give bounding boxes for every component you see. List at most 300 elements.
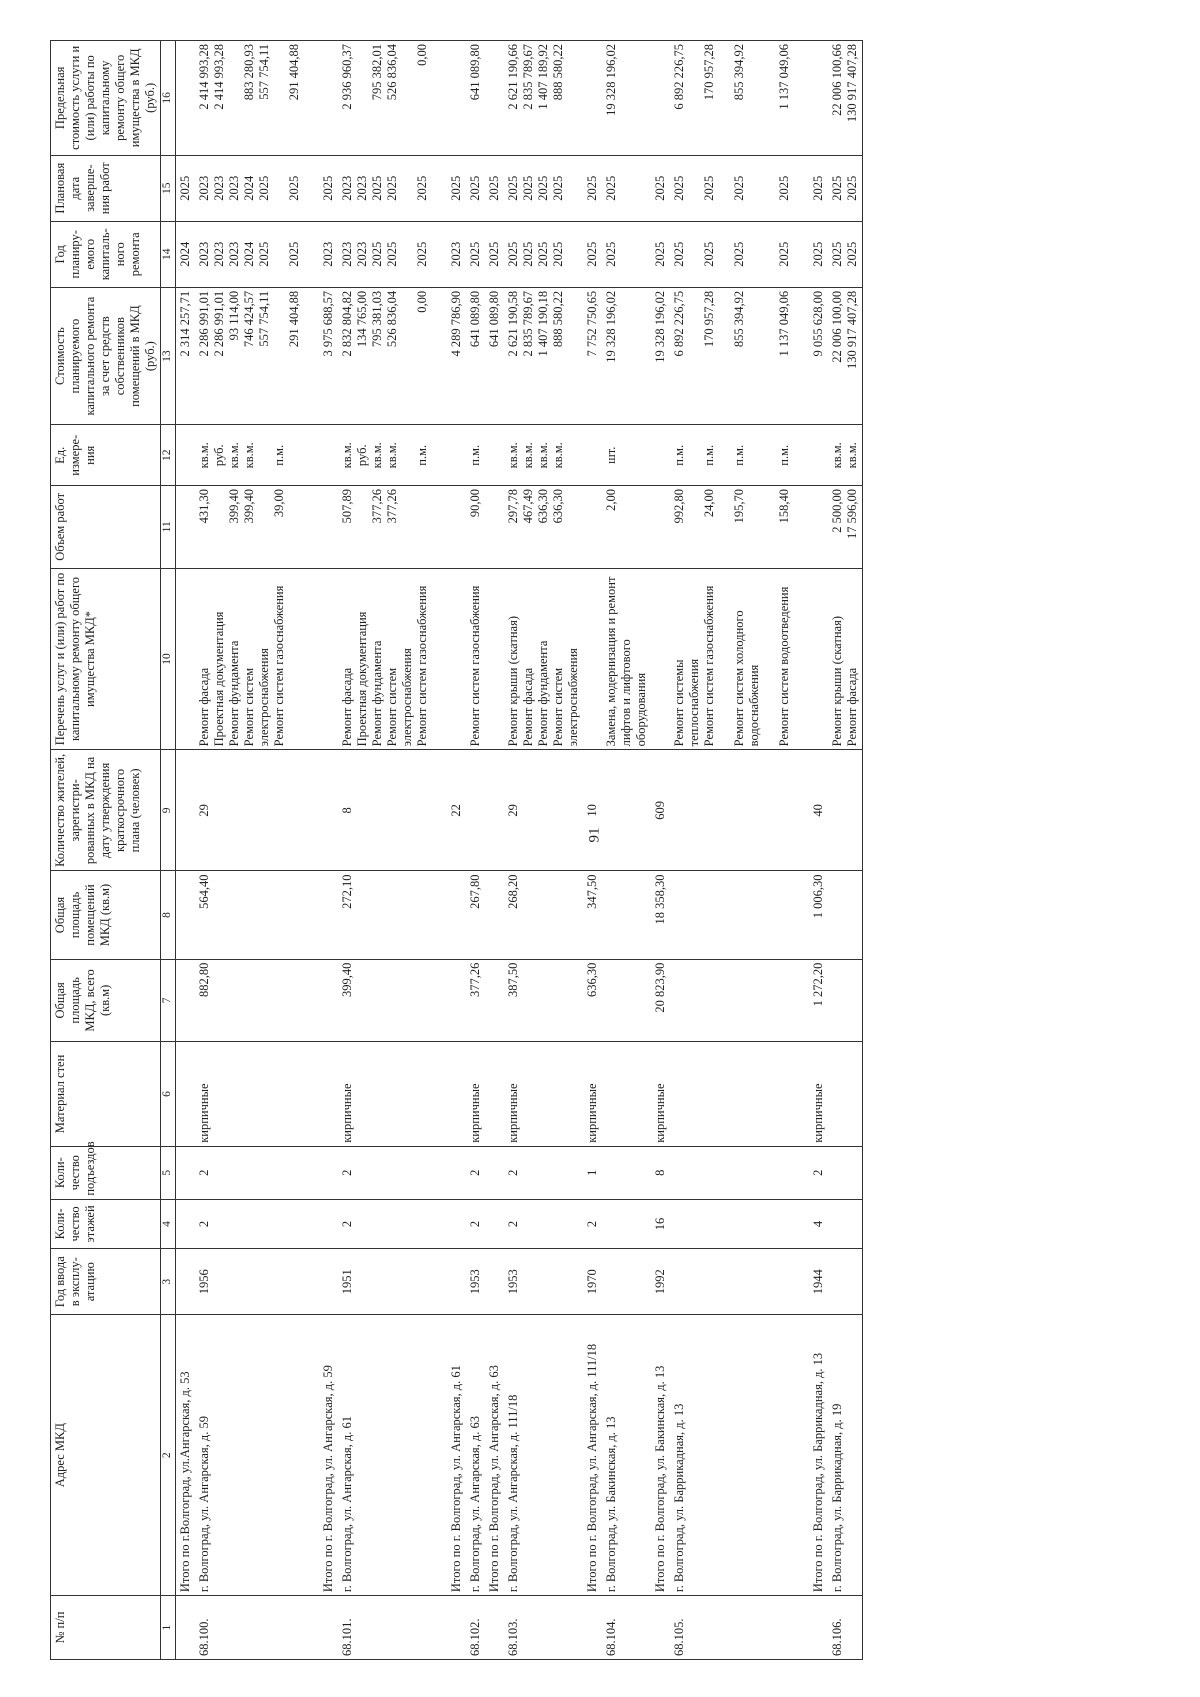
table-cell — [176, 1315, 196, 1596]
table-cell — [338, 155, 447, 221]
work-item-value: 158,40 — [777, 489, 791, 524]
column-number-row — [161, 41, 176, 1660]
table-cell — [319, 155, 338, 221]
cell-value: 1956 — [197, 1269, 211, 1295]
table-cell — [176, 568, 196, 750]
cell-value: кирпичные — [197, 1083, 211, 1143]
table-cell — [583, 871, 602, 959]
table-cell — [195, 221, 319, 287]
table-cell — [319, 1315, 338, 1596]
table-cell — [447, 155, 466, 221]
table-cell — [809, 750, 828, 871]
work-item-value: 130 917 407,28 — [845, 44, 859, 123]
work-item-value — [355, 44, 370, 152]
cell-value: 2025 — [604, 175, 618, 201]
header-cell: Ед. измере-ния — [51, 425, 161, 486]
table-cell — [195, 41, 319, 156]
cell-value: 19 328 196,02 — [604, 290, 618, 363]
table-cell — [651, 221, 670, 287]
cell-value: 1 272,20 — [811, 962, 825, 1007]
table-cell — [195, 1249, 319, 1315]
cell-value: 882,80 — [197, 962, 211, 997]
cell-value: 2 — [468, 1220, 482, 1228]
table-cell — [828, 750, 863, 871]
table-cell — [338, 1315, 447, 1596]
work-item-value: 2 621 190,58 — [506, 290, 520, 357]
table-cell — [447, 1249, 466, 1315]
table-cell — [176, 1596, 196, 1660]
table-cell — [602, 1315, 651, 1596]
table-cell — [651, 1249, 670, 1315]
work-item-value: 6 892 226,75 — [672, 44, 686, 110]
work-item-value: 2025 — [702, 175, 716, 201]
work-item-value: Ремонт систем электроснабжения — [242, 648, 271, 747]
work-item-value: Ремонт фасада — [845, 667, 859, 747]
rotated-table-wrapper — [50, 40, 1200, 1660]
table-cell — [447, 1315, 466, 1596]
table-cell — [670, 155, 809, 221]
table-cell — [195, 1146, 319, 1199]
table-cell — [466, 41, 485, 156]
cell-value: 2023 — [197, 241, 211, 267]
cell-value: 16 — [653, 1217, 667, 1231]
cell-value: 2 286 991,01 — [197, 290, 211, 357]
work-item-value: 992,80 — [672, 489, 686, 524]
table-cell — [504, 41, 583, 156]
table-cell — [447, 959, 466, 1042]
cell-value: 2 314 257,71 — [178, 290, 192, 357]
work-item-value: 2025 — [257, 241, 271, 267]
work-item-value: 2025 — [287, 175, 301, 201]
table-cell — [319, 221, 338, 287]
work-item-value: руб. — [355, 444, 369, 467]
table-cell — [176, 221, 196, 287]
cell-value: 8 — [340, 807, 354, 814]
cell-value: 68.103. — [506, 1618, 520, 1656]
cell-value: 4 289 786,90 — [449, 290, 463, 357]
work-item-value: 2025 — [845, 175, 859, 201]
table-cell — [670, 287, 809, 425]
table-cell — [338, 750, 447, 871]
cell-value: 641 089,80 — [487, 290, 501, 348]
table-cell — [319, 486, 338, 569]
header-cell: Стоимость планируемого капитального ремонта за счет средств собственников помещений в МКД (руб.) — [51, 287, 161, 425]
table-cell — [466, 1596, 485, 1660]
cell-value: 636,30 — [585, 962, 599, 997]
subtotal-row — [447, 41, 466, 1660]
work-item-value: Ремонт фасада — [521, 667, 535, 747]
table-cell — [485, 287, 504, 425]
work-item-value: п.м. — [415, 444, 429, 466]
table-cell — [504, 1146, 583, 1199]
table-cell — [651, 871, 670, 959]
work-item-value: 0,00 — [415, 44, 429, 66]
table-cell — [338, 425, 447, 486]
table-cell — [809, 287, 828, 425]
cell-value: 22 — [449, 804, 463, 817]
table-cell — [485, 959, 504, 1042]
work-item-value: 2023 — [355, 241, 369, 267]
table-cell — [602, 871, 651, 959]
work-item-value — [415, 489, 445, 565]
work-item-value: кв.м. — [551, 442, 565, 469]
work-item-value: 2 936 960,37 — [340, 44, 354, 110]
work-item-value: 2025 — [506, 175, 520, 201]
header-cell: № п/п — [51, 1596, 161, 1660]
table-cell — [466, 750, 485, 871]
work-item-value: 291 404,88 — [287, 290, 301, 348]
work-item-value: Ремонт фундамента — [227, 640, 241, 747]
table-cell — [466, 1042, 485, 1147]
work-item-value: кв.м. — [385, 442, 399, 469]
work-item-value: 17 596,00 — [845, 489, 859, 540]
table-cell — [466, 287, 485, 425]
cell-value: 2 — [340, 1169, 354, 1176]
table-cell — [504, 959, 583, 1042]
table-cell — [583, 486, 602, 569]
work-item-value: 2025 — [257, 175, 271, 201]
work-item-value: 2 621 190,66 — [506, 44, 520, 110]
table-cell — [176, 871, 196, 959]
work-item-value: 507,89 — [340, 489, 354, 524]
work-item-value: 526 836,04 — [385, 290, 399, 348]
cell-value: Итого по г.Волгоград, ул.Ангарская, д. 53 — [178, 1371, 192, 1593]
table-cell — [602, 568, 651, 750]
cell-value: 2025 — [653, 175, 667, 201]
cell-value: 2025 — [321, 175, 335, 201]
cell-value: г. Волгоград, ул. Ангарская, д. 59 — [197, 1415, 211, 1593]
work-item-value: 93 114,00 — [227, 290, 241, 341]
table-cell — [176, 959, 196, 1042]
work-item-value: кв.м. — [506, 442, 520, 469]
table-cell — [447, 1042, 466, 1147]
cell-value: Итого по г. Волгоград, ул. Ангарская, д. 111/18 — [585, 1343, 599, 1593]
cell-value: 10 — [585, 804, 599, 817]
cell-value: 2025 — [449, 175, 463, 201]
table-row — [466, 41, 485, 1660]
table-cell — [195, 750, 319, 871]
work-item-value: 2025 — [777, 175, 791, 201]
cell-value: 2 414 993,28 — [197, 44, 211, 110]
table-cell — [338, 959, 447, 1042]
table-cell — [466, 959, 485, 1042]
table-cell — [583, 425, 602, 486]
work-item-value: 22 006 100,66 — [830, 44, 844, 116]
table-cell — [447, 871, 466, 959]
cell-value: 3 975 688,57 — [321, 290, 335, 357]
table-cell — [828, 1042, 863, 1147]
work-item-value: кв.м. — [227, 442, 241, 469]
table-cell — [809, 425, 828, 486]
table-row — [602, 41, 651, 1660]
work-item-value: 2023 — [340, 241, 354, 267]
cell-value: кирпичные — [653, 1083, 667, 1143]
table-cell — [828, 568, 863, 750]
capital-repair-table — [50, 40, 863, 1660]
work-item-value: 2025 — [287, 241, 301, 267]
cell-value: 2 — [468, 1169, 482, 1176]
subtotal-row — [176, 41, 196, 1660]
table-cell — [466, 221, 485, 287]
table-cell — [583, 1596, 602, 1660]
table-cell — [504, 425, 583, 486]
table-cell — [504, 287, 583, 425]
cell-value: 2025 — [585, 175, 599, 201]
header-cell: Общая площадь МКД, всего (кв.м) — [51, 959, 161, 1042]
cell-value: г. Волгоград, ул. Ангарская, д. 61 — [340, 1415, 354, 1593]
table-cell — [485, 41, 504, 156]
header-cell: Год ввода в эксплу-атацию — [51, 1249, 161, 1315]
cell-value: Итого по г. Волгоград, ул. Баррикадная, д. 13 — [811, 1352, 825, 1593]
cell-value: 2 — [811, 1169, 825, 1176]
cell-value: 2023 — [197, 175, 211, 201]
column-number: 5 — [161, 1146, 176, 1199]
work-item-value: 2025 — [845, 241, 859, 267]
table-cell — [504, 1249, 583, 1315]
table-row — [670, 41, 809, 1660]
table-cell — [447, 486, 466, 569]
cell-value: Замена, модернизация и ремонт лифтов и лифтового оборудования — [604, 576, 648, 747]
table-cell — [319, 1249, 338, 1315]
work-item-value: Ремонт фасада — [340, 667, 354, 747]
cell-value: 68.101. — [340, 1618, 354, 1656]
work-item-value: 24,00 — [702, 489, 716, 518]
table-cell — [583, 1315, 602, 1596]
table-cell — [466, 486, 485, 569]
table-cell — [809, 959, 828, 1042]
table-cell — [195, 287, 319, 425]
table-cell — [485, 1199, 504, 1249]
table-cell — [195, 1596, 319, 1660]
table-cell — [319, 871, 338, 959]
table-cell — [602, 425, 651, 486]
table-row — [338, 41, 447, 1660]
cell-value: 2025 — [653, 241, 667, 267]
table-cell — [319, 1199, 338, 1249]
table-cell — [338, 1199, 447, 1249]
table-cell — [828, 41, 863, 156]
table-cell — [319, 1146, 338, 1199]
table-cell — [338, 1146, 447, 1199]
table-cell — [670, 1315, 809, 1596]
table-cell — [651, 287, 670, 425]
table-cell — [651, 568, 670, 750]
cell-value: 2,00 — [604, 489, 618, 511]
table-cell — [485, 155, 504, 221]
table-cell — [670, 221, 809, 287]
table-cell — [504, 1596, 583, 1660]
work-item-value: Ремонт крыши (скатная) — [830, 615, 844, 747]
table-cell — [485, 1596, 504, 1660]
table-cell — [176, 1042, 196, 1147]
work-item-value: 399,40 — [242, 489, 256, 524]
cell-value: г. Волгоград, ул. Бакинская, д. 13 — [604, 1416, 618, 1593]
table-cell — [466, 155, 485, 221]
cell-value: 19 328 196,02 — [604, 44, 618, 116]
cell-value: 2025 — [604, 241, 618, 267]
work-item-value: 636,30 — [551, 489, 565, 524]
column-number: 3 — [161, 1249, 176, 1315]
work-item-value: 2025 — [415, 175, 429, 201]
table-cell — [828, 959, 863, 1042]
table-cell — [338, 1042, 447, 1147]
table-cell — [651, 155, 670, 221]
work-item-value: 2025 — [385, 241, 399, 267]
work-item-value — [355, 489, 370, 565]
work-item-value: кв.м. — [242, 442, 256, 469]
table-cell — [504, 568, 583, 750]
work-item-value: 22 006 100,00 — [830, 290, 844, 363]
work-item-value: кв.м. — [536, 442, 550, 469]
table-cell — [602, 486, 651, 569]
subtotal-row — [485, 41, 504, 1660]
cell-value: 2 — [585, 1220, 599, 1228]
table-cell — [176, 1199, 196, 1249]
work-item-value: кв.м. — [830, 442, 844, 469]
cell-value: 68.102. — [468, 1618, 482, 1656]
table-cell — [670, 568, 809, 750]
work-item-value: 2025 — [536, 241, 550, 267]
cell-value: 1951 — [340, 1269, 354, 1295]
table-cell — [583, 750, 602, 871]
work-item-value: Ремонт системы теплоснабжения — [672, 658, 701, 747]
cell-value: 2025 — [178, 175, 192, 201]
table-cell — [602, 155, 651, 221]
table-cell — [670, 425, 809, 486]
cell-value: 19 328 196,02 — [653, 290, 667, 363]
cell-value: 272,10 — [340, 874, 354, 909]
cell-value: кирпичные — [340, 1083, 354, 1143]
cell-value: 1953 — [506, 1269, 520, 1295]
table-cell — [176, 425, 196, 486]
table-cell — [828, 486, 863, 569]
header-cell: Коли-чество подъездов — [51, 1146, 161, 1199]
work-item-value — [212, 489, 227, 565]
table-cell — [828, 287, 863, 425]
table-cell — [828, 425, 863, 486]
work-item-value: Ремонт фундамента — [370, 640, 384, 747]
table-cell — [485, 425, 504, 486]
cell-value: 2025 — [487, 241, 501, 267]
work-item-value: 746 424,57 — [242, 290, 256, 348]
table-cell — [828, 1596, 863, 1660]
subtotal-row — [319, 41, 338, 1660]
cell-value: 1944 — [811, 1269, 825, 1295]
cell-value: 268,20 — [506, 874, 520, 909]
header-cell: Адрес МКД — [51, 1315, 161, 1596]
column-number: 1 — [161, 1596, 176, 1660]
table-cell — [651, 486, 670, 569]
work-item-value: Проектная документация — [212, 611, 226, 747]
cell-value: 2 — [506, 1169, 520, 1176]
work-item-value: 2025 — [521, 175, 535, 201]
work-item-value: Проектная документация — [355, 611, 369, 747]
table-cell — [809, 1042, 828, 1147]
table-cell — [828, 871, 863, 959]
work-item-value: 855 394,92 — [732, 44, 746, 101]
header-cell: Материал стен — [51, 1042, 161, 1147]
column-number: 15 — [161, 155, 176, 221]
work-item-value: 2 414 993,28 — [212, 44, 226, 110]
work-item-value: 467,49 — [521, 489, 535, 524]
table-cell — [485, 221, 504, 287]
table-cell — [447, 221, 466, 287]
work-item-value: 2 500,00 — [830, 489, 844, 533]
table-cell — [195, 1199, 319, 1249]
work-item-value: Ремонт систем газоснабжения — [415, 585, 429, 747]
cell-value: Ремонт систем газоснабжения — [468, 585, 482, 747]
work-item-value: п.м. — [732, 444, 746, 466]
table-cell — [176, 486, 196, 569]
table-cell — [319, 959, 338, 1042]
cell-value: 2025 — [468, 241, 482, 267]
table-cell — [809, 1199, 828, 1249]
column-number: 10 — [161, 568, 176, 750]
table-cell — [602, 1596, 651, 1660]
work-item-value: 1 407 190,18 — [536, 290, 550, 357]
work-item-value: кв.м. — [845, 442, 859, 469]
cell-value: 2025 — [811, 175, 825, 201]
table-cell — [447, 568, 466, 750]
table-row — [828, 41, 863, 1660]
table-cell — [485, 486, 504, 569]
cell-value: кирпичные — [468, 1083, 482, 1143]
table-cell — [828, 1199, 863, 1249]
work-item-value: кв.м. — [370, 442, 384, 469]
header-cell: Общая площадь помещений МКД (кв.м) — [51, 871, 161, 959]
cell-value: кирпичные — [506, 1083, 520, 1143]
table-cell — [195, 486, 319, 569]
table-cell — [485, 871, 504, 959]
cell-value: 2 — [506, 1220, 520, 1228]
table-cell — [319, 750, 338, 871]
cell-value: 1953 — [468, 1269, 482, 1295]
table-cell — [195, 1315, 319, 1596]
table-cell — [338, 871, 447, 959]
cell-value: Итого по г. Волгоград, ул. Бакинская, д. 13 — [653, 1365, 667, 1593]
table-cell — [602, 959, 651, 1042]
column-number: 14 — [161, 221, 176, 287]
work-item-value: 795 381,03 — [370, 290, 384, 348]
table-cell — [670, 1042, 809, 1147]
work-item-value: кв.м. — [197, 442, 211, 469]
table-cell — [651, 1146, 670, 1199]
column-number: 12 — [161, 425, 176, 486]
work-item-value: 2025 — [777, 241, 791, 267]
table-cell — [670, 959, 809, 1042]
work-item-value: 2023 — [227, 175, 241, 201]
work-item-value: 399,40 — [227, 489, 241, 524]
table-cell — [809, 1315, 828, 1596]
table-cell — [602, 1249, 651, 1315]
work-item-value: 39,00 — [272, 489, 286, 518]
work-item-value — [227, 44, 242, 152]
table-cell — [176, 41, 196, 156]
table-cell — [651, 1199, 670, 1249]
work-item-value: 557 754,11 — [257, 44, 271, 100]
work-item-value: 2023 — [227, 241, 241, 267]
cell-value: 2 — [340, 1220, 354, 1228]
table-cell — [338, 568, 447, 750]
cell-value: 641 089,80 — [468, 44, 482, 101]
cell-value: 7 752 750,65 — [585, 290, 599, 357]
work-item-value: 883 280,93 — [242, 44, 256, 101]
work-item-value: 855 394,92 — [732, 290, 746, 348]
work-item-value: 636,30 — [536, 489, 550, 524]
work-item-value: Ремонт систем электроснабжения — [551, 648, 580, 747]
work-item-value: 2025 — [536, 175, 550, 201]
table-cell — [319, 1042, 338, 1147]
